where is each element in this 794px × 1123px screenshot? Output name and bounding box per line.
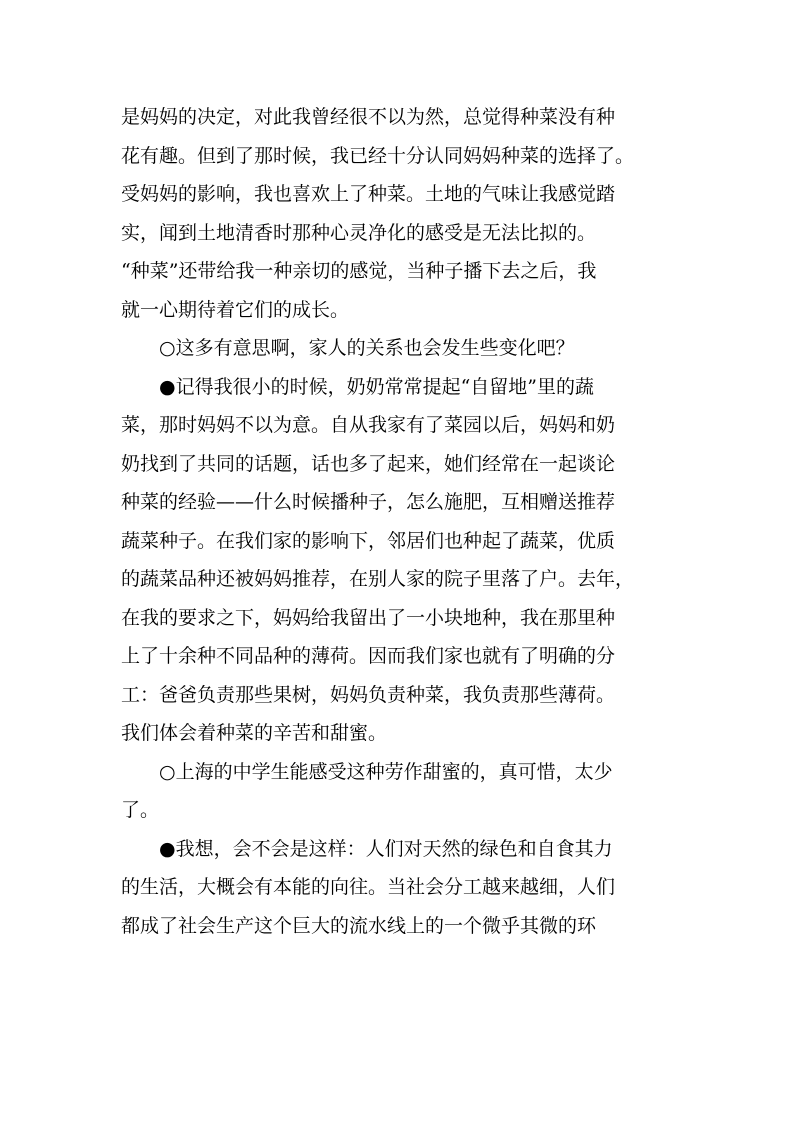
text-line: 工：爸爸负责那些果树，妈妈负责种菜，我负责那些薄荷。 (121, 683, 616, 706)
text-line: 就一心期待着它们的成长。 (121, 298, 350, 321)
text-line: 种菜的经验——什么时候播种子，怎么施肥，互相赠送推荐 (121, 491, 616, 513)
text-line: ○这多有意思啊，家人的关系也会发生些变化吧？ (159, 337, 575, 359)
text-line: 在我的要求之下，妈妈给我留出了一小块地种，我在那里种 (121, 606, 616, 629)
body-text (121, 98, 681, 945)
text-line: “种菜”还带给我一种亲切的感觉，当种子播下去之后，我 (121, 260, 597, 282)
text-line: 的蔬菜品种还被妈妈推荐，在别人家的院子里落了户。去年， (121, 568, 635, 590)
text-line: 花有趣。但到了那时候，我已经十分认同妈妈种菜的选择了。 (121, 144, 635, 167)
text-line: 上了十余种不同品种的薄荷。因而我们家也就有了明确的分 (121, 645, 616, 667)
text-line: 菜，那时妈妈不以为意。自从我家有了菜园以后，妈妈和奶 (121, 414, 616, 436)
text-line: ●我想，会不会是这样：人们对天然的绿色和自食其力 (159, 837, 613, 860)
text-line: 我们体会着种菜的辛苦和甜蜜。 (121, 722, 388, 744)
text-line: 的生活，大概会有本能的向往。当社会分工越来越细，人们 (121, 876, 616, 898)
text-line: 实，闻到土地清香时那种心灵净化的感受是无法比拟的。 (121, 221, 597, 244)
text-line: ●记得我很小的时候，奶奶常常提起“自留地”里的蔬 (159, 375, 595, 398)
text-line: 了。 (121, 799, 160, 821)
text-line: ○上海的中学生能感受这种劳作甜蜜的，真可惜，太少 (159, 760, 613, 783)
text-line: 是妈妈的决定，对此我曾经很不以为然，总觉得种菜没有种 (121, 106, 616, 128)
text-line: 都成了社会生产这个巨大的流水线上的一个微乎其微的环 (121, 914, 597, 937)
text-line: 受妈妈的影响，我也喜欢上了种菜。土地的气味让我感觉踏 (121, 183, 616, 205)
text-line: 奶找到了共同的话题，话也多了起来，她们经常在一起谈论 (121, 452, 616, 475)
text-line: 蔬菜种子。在我们家的影响下，邻居们也种起了蔬菜，优质 (121, 529, 616, 552)
